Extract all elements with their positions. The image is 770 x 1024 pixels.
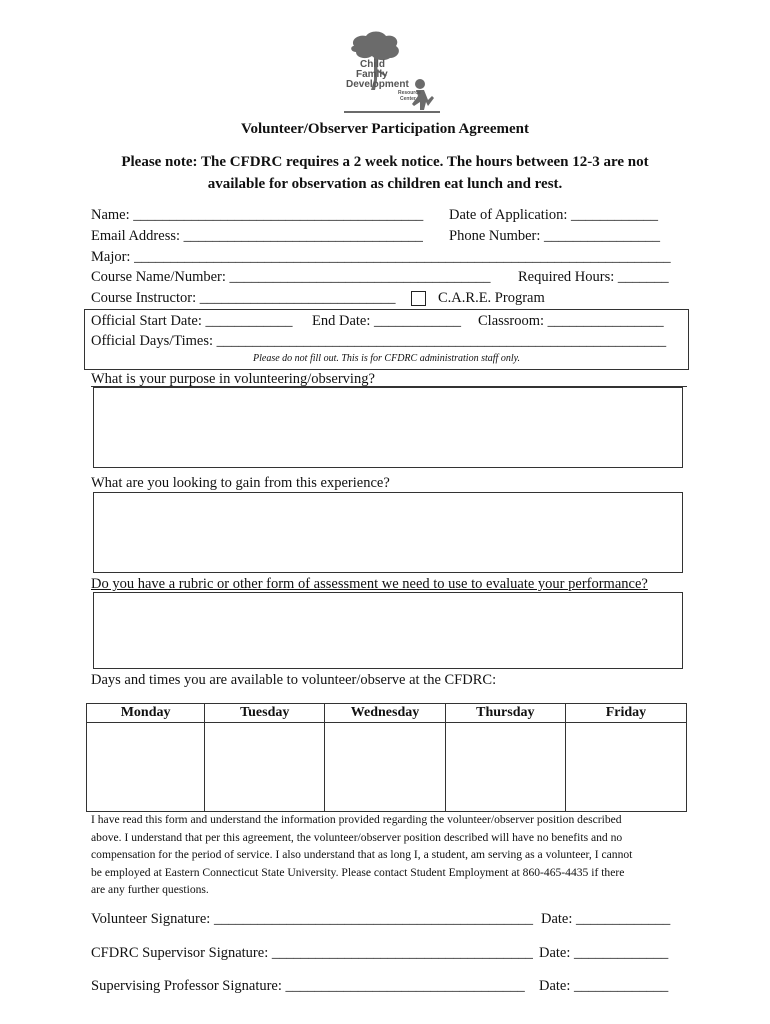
purpose-question: What is your purpose in volunteering/observing? [91,371,375,387]
availability-question: Days and times you are available to volunteer/observe at the CFDRC: [91,672,497,688]
official-days-times-field[interactable]: Official Days/Times: ______________________________________________________________ [91,333,667,349]
tuesday-availability-cell[interactable] [205,723,325,812]
purpose-answer-box[interactable] [93,387,683,468]
care-program-checkbox[interactable] [411,291,426,306]
professor-date-field[interactable]: Date: _____________ [539,978,669,994]
course-field[interactable]: Course Name/Number: ____________________________________ [91,269,491,285]
volunteer-signature-field[interactable]: Volunteer Signature: ____________________________________________ [91,911,533,927]
agreement-line-2: above. I understand that per this agreement, the volunteer/observer position described will have no benefits and no [91,830,623,844]
volunteer-date-field[interactable]: Date: _____________ [541,911,671,927]
phone-field[interactable]: Phone Number: ________________ [449,228,661,244]
logo-text [346,60,421,102]
professor-signature-field[interactable]: Supervising Professor Signature: _________________________________ [91,978,525,994]
date-of-application-field[interactable]: Date of Application: ____________ [449,207,659,223]
monday-availability-cell[interactable] [87,723,205,812]
admin-only-notice: Please do not fill out. This is for CFDRC administration staff only. [253,353,520,364]
logo [340,30,450,122]
days-input-row [87,723,687,812]
day-header-tuesday: Tuesday [205,704,325,723]
email-field[interactable]: Email Address: _________________________________ [91,228,423,244]
official-start-date-field[interactable]: Official Start Date: ____________ [91,313,293,329]
name-field[interactable]: Name: ________________________________________ [91,207,424,223]
agreement-line-1: I have read this form and understand the information provided regarding the volunteer/observer position described [91,813,622,826]
availability-table [86,703,687,812]
logo-line-family: Family [356,69,388,80]
admin-section [84,309,689,370]
care-program-label: C.A.R.E. Program [438,290,545,306]
agreement-paragraph [91,811,691,899]
agreement-line-4: be employed at Eastern Connecticut State University. Please contact Student Employment at 860-465-4435 if there [91,865,625,879]
logo-line-child: Child [360,59,385,70]
notice-line-2: available for observation as children eat lunch and rest. [207,176,563,192]
supervisor-signature-field[interactable]: CFDRC Supervisor Signature: ____________________________________ [91,945,533,961]
friday-availability-cell[interactable] [565,723,686,812]
instructor-field[interactable]: Course Instructor: ___________________________ [91,290,396,306]
logo-line-center: Center [400,96,416,102]
days-header-row [87,704,687,723]
classroom-field[interactable]: Classroom: ________________ [478,313,664,329]
logo-line-resource: Resource [398,90,421,96]
day-header-thursday: Thursday [445,704,565,723]
page-title: Volunteer/Observer Participation Agreement [240,121,529,137]
rubric-answer-box[interactable] [93,592,683,669]
day-header-friday: Friday [565,704,686,723]
logo-line-development: Development [346,79,409,90]
agreement-line-5: are any further questions. [91,883,209,896]
end-date-field[interactable]: End Date: ____________ [312,313,462,329]
agreement-line-3: compensation for the period of service. I also understand that as long I, a student, am serving as a volunteer, I cannot [91,848,633,861]
required-hours-field[interactable]: Required Hours: _______ [518,269,669,285]
notice-line-1: Please note: The CFDRC requires a 2 week notice. The hours between 12-3 are not [121,154,649,170]
thursday-availability-cell[interactable] [445,723,565,812]
gain-question: What are you looking to gain from this experience? [91,475,390,491]
wednesday-availability-cell[interactable] [325,723,445,812]
major-field[interactable]: Major: __________________________________________________________________________ [91,249,671,265]
day-header-monday: Monday [87,704,205,723]
day-header-wednesday: Wednesday [325,704,445,723]
supervisor-date-field[interactable]: Date: _____________ [539,945,669,961]
gain-answer-box[interactable] [93,492,683,573]
rubric-question: Do you have a rubric or other form of assessment we need to use to evaluate your performance? [91,576,648,592]
